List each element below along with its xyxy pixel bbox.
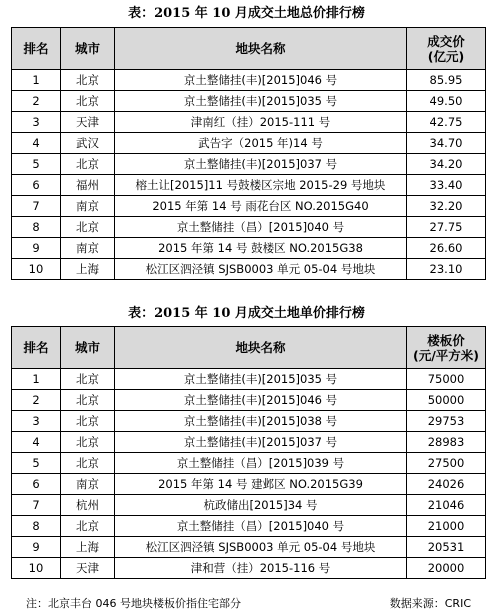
cell-parcel-name: 松江区泗泾镇 SJSB0003 单元 05-04 号地块 [115, 259, 407, 280]
cell-parcel-name: 2015 年第 14 号 建邺区 NO.2015G39 [115, 474, 407, 495]
cell-rank: 3 [12, 411, 61, 432]
cell-parcel-name: 京土整储挂(丰)[2015]035 号 [115, 369, 407, 390]
cell-price: 85.95 [407, 70, 486, 91]
cell-rank: 3 [12, 112, 61, 133]
cell-price: 75000 [407, 369, 486, 390]
header-parcel-name: 地块名称 [115, 28, 407, 70]
table-row [12, 196, 486, 217]
cell-parcel-name: 京土整储挂（昌）[2015]040 号 [115, 217, 407, 238]
cell-parcel-name: 武告字（2015 年)14 号 [115, 133, 407, 154]
cell-rank: 7 [12, 196, 61, 217]
cell-city: 福州 [61, 175, 115, 196]
cell-parcel-name: 榕土让[2015]11 号鼓楼区宗地 2015-29 号地块 [115, 175, 407, 196]
cell-rank: 6 [12, 175, 61, 196]
header-parcel-name: 地块名称 [115, 327, 407, 369]
cell-parcel-name: 津和营（挂）2015-116 号 [115, 558, 407, 579]
header-row [12, 327, 486, 369]
cell-price: 21046 [407, 495, 486, 516]
table1-title: 表：2015 年 10 月成交土地总价排行榜 [128, 6, 365, 21]
cell-parcel-name: 京土整储挂（昌）[2015]039 号 [115, 453, 407, 474]
header-row [12, 28, 486, 70]
cell-rank: 5 [12, 154, 61, 175]
table-row [12, 558, 486, 579]
cell-parcel-name: 松江区泗泾镇 SJSB0003 单元 05-04 号地块 [115, 537, 407, 558]
cell-city: 北京 [61, 390, 115, 411]
cell-price: 49.50 [407, 91, 486, 112]
cell-parcel-name: 2015 年第 14 号 雨花台区 NO.2015G40 [115, 196, 407, 217]
table-row [12, 495, 486, 516]
cell-parcel-name: 京土整储挂（昌）[2015]040 号 [115, 516, 407, 537]
cell-city: 北京 [61, 411, 115, 432]
cell-parcel-name: 2015 年第 14 号 鼓楼区 NO.2015G38 [115, 238, 407, 259]
table-row [12, 369, 486, 390]
cell-parcel-name: 京土整储挂(丰)[2015]037 号 [115, 432, 407, 453]
table-row [12, 390, 486, 411]
table-row [12, 154, 486, 175]
cell-price: 26.60 [407, 238, 486, 259]
cell-rank: 8 [12, 516, 61, 537]
cell-price: 32.20 [407, 196, 486, 217]
table-row [12, 175, 486, 196]
cell-parcel-name: 京土整储挂(丰)[2015]046 号 [115, 70, 407, 91]
cell-rank: 9 [12, 537, 61, 558]
cell-price: 20000 [407, 558, 486, 579]
table-row [12, 453, 486, 474]
cell-price: 27.75 [407, 217, 486, 238]
cell-price: 27500 [407, 453, 486, 474]
header-floor-price: 楼板价 (元/平方米) [407, 327, 486, 369]
data-source: 数据来源：CRIC [389, 597, 471, 610]
cell-price: 28983 [407, 432, 486, 453]
cell-rank: 4 [12, 133, 61, 154]
cell-parcel-name: 京土整储挂(丰)[2015]038 号 [115, 411, 407, 432]
cell-rank: 4 [12, 432, 61, 453]
cell-parcel-name: 京土整储挂(丰)[2015]037 号 [115, 154, 407, 175]
cell-price: 24026 [407, 474, 486, 495]
cell-rank: 2 [12, 390, 61, 411]
cell-city: 上海 [61, 259, 115, 280]
cell-city: 北京 [61, 369, 115, 390]
cell-city: 北京 [61, 516, 115, 537]
cell-rank: 2 [12, 91, 61, 112]
cell-price: 50000 [407, 390, 486, 411]
cell-parcel-name: 京土整储挂(丰)[2015]046 号 [115, 390, 407, 411]
header-city: 城市 [61, 327, 115, 369]
table-row [12, 70, 486, 91]
cell-city: 北京 [61, 91, 115, 112]
header-price: 成交价 (亿元) [407, 28, 486, 70]
table-row [12, 432, 486, 453]
cell-parcel-name: 杭政储出[2015]34 号 [115, 495, 407, 516]
cell-city: 北京 [61, 70, 115, 91]
table-row [12, 133, 486, 154]
cell-city: 天津 [61, 112, 115, 133]
cell-price: 29753 [407, 411, 486, 432]
table-row [12, 474, 486, 495]
table-row [12, 91, 486, 112]
total-price-ranking-table [11, 27, 486, 280]
cell-rank: 1 [12, 369, 61, 390]
footer-note: 注：北京丰台 046 号地块楼板价指住宅部分 [26, 597, 241, 610]
cell-city: 上海 [61, 537, 115, 558]
cell-rank: 9 [12, 238, 61, 259]
table-row [12, 238, 486, 259]
cell-city: 天津 [61, 558, 115, 579]
table-row [12, 112, 486, 133]
cell-city: 武汉 [61, 133, 115, 154]
table-row [12, 516, 486, 537]
cell-parcel-name: 京土整储挂(丰)[2015]035 号 [115, 91, 407, 112]
header-city: 城市 [61, 28, 115, 70]
cell-city: 北京 [61, 154, 115, 175]
cell-city: 南京 [61, 196, 115, 217]
cell-price: 34.20 [407, 154, 486, 175]
cell-city: 北京 [61, 432, 115, 453]
cell-city: 北京 [61, 453, 115, 474]
cell-price: 42.75 [407, 112, 486, 133]
unit-price-ranking-table [11, 326, 486, 579]
cell-price: 20531 [407, 537, 486, 558]
cell-city: 南京 [61, 238, 115, 259]
cell-rank: 1 [12, 70, 61, 91]
table-row [12, 537, 486, 558]
table-row [12, 217, 486, 238]
header-rank: 排名 [12, 28, 61, 70]
cell-price: 33.40 [407, 175, 486, 196]
cell-city: 北京 [61, 217, 115, 238]
cell-rank: 10 [12, 558, 61, 579]
cell-price: 23.10 [407, 259, 486, 280]
cell-rank: 8 [12, 217, 61, 238]
header-rank: 排名 [12, 327, 61, 369]
cell-city: 杭州 [61, 495, 115, 516]
table-row [12, 259, 486, 280]
cell-rank: 5 [12, 453, 61, 474]
cell-price: 21000 [407, 516, 486, 537]
table-row [12, 411, 486, 432]
cell-city: 南京 [61, 474, 115, 495]
cell-price: 34.70 [407, 133, 486, 154]
cell-rank: 6 [12, 474, 61, 495]
table2-title: 表：2015 年 10 月成交土地单价排行榜 [128, 306, 365, 321]
cell-rank: 7 [12, 495, 61, 516]
cell-rank: 10 [12, 259, 61, 280]
cell-parcel-name: 津南红（挂）2015-111 号 [115, 112, 407, 133]
